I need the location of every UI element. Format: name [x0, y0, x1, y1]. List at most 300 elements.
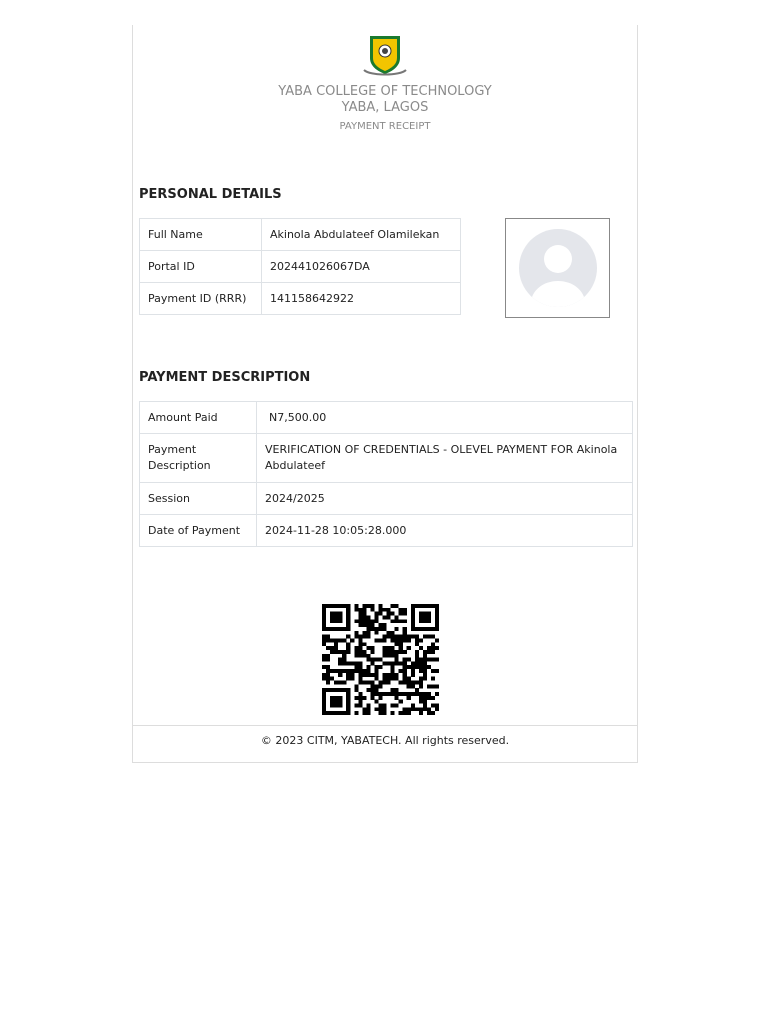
qr-module — [374, 700, 378, 704]
qr-module — [387, 612, 391, 616]
row-value: Akinola Abdulateef Olamilekan — [262, 219, 461, 251]
qr-module — [378, 692, 382, 696]
qr-module — [411, 619, 415, 623]
qr-module — [330, 700, 334, 704]
qr-module — [366, 704, 370, 708]
qr-module — [322, 642, 326, 646]
qr-module — [395, 615, 399, 619]
qr-module — [435, 707, 439, 711]
qr-module — [399, 711, 403, 715]
qr-module — [419, 646, 423, 650]
table-row — [140, 219, 461, 251]
row-value: 2024/2025 — [257, 483, 633, 515]
qr-module — [366, 688, 370, 692]
qr-module — [374, 677, 378, 681]
qr-module — [411, 665, 415, 669]
qr-module — [326, 677, 330, 681]
qr-module — [378, 704, 382, 708]
qr-module — [407, 635, 411, 639]
qr-module — [334, 696, 338, 700]
personal-details-heading: PERSONAL DETAILS — [139, 187, 282, 202]
qr-module — [419, 604, 423, 608]
qr-module — [391, 661, 395, 665]
qr-module — [435, 704, 439, 708]
qr-module — [403, 619, 407, 623]
table-row — [140, 483, 633, 515]
qr-module — [431, 684, 435, 688]
qr-module — [387, 654, 391, 658]
qr-module — [431, 658, 435, 662]
qr-module — [338, 681, 342, 685]
qr-module — [362, 711, 366, 715]
qr-module — [358, 661, 362, 665]
qr-module — [326, 654, 330, 658]
qr-module — [423, 627, 427, 631]
qr-module — [322, 604, 326, 608]
personal-details-table — [139, 218, 461, 315]
qr-module — [334, 650, 338, 654]
qr-module — [383, 608, 387, 612]
qr-module — [407, 711, 411, 715]
passport-photo — [505, 218, 610, 318]
qr-module — [362, 669, 366, 673]
qr-module — [346, 669, 350, 673]
qr-module — [415, 707, 419, 711]
qr-module — [423, 696, 427, 700]
footer-copyright: © 2023 CITM, YABATECH. All rights reserved. — [132, 725, 638, 747]
qr-module — [338, 627, 342, 631]
qr-module — [431, 650, 435, 654]
qr-module — [346, 627, 350, 631]
qr-module — [358, 700, 362, 704]
qr-module — [419, 669, 423, 673]
qr-module — [407, 665, 411, 669]
qr-module — [326, 604, 330, 608]
qr-module — [326, 711, 330, 715]
qr-module — [427, 692, 431, 696]
qr-module — [427, 612, 431, 616]
qr-module — [358, 669, 362, 673]
qr-module — [383, 681, 387, 685]
qr-module — [346, 646, 350, 650]
qr-module — [407, 692, 411, 696]
qr-module — [391, 646, 395, 650]
qr-module — [366, 615, 370, 619]
qr-module — [419, 612, 423, 616]
qr-module — [326, 627, 330, 631]
qr-module — [334, 638, 338, 642]
qr-module — [338, 638, 342, 642]
qr-module — [338, 658, 342, 662]
qr-module — [374, 669, 378, 673]
qr-module — [342, 711, 346, 715]
qr-module — [370, 661, 374, 665]
qr-module — [395, 673, 399, 677]
qr-module — [354, 650, 358, 654]
qr-module — [366, 673, 370, 677]
qr-module — [415, 638, 419, 642]
qr-module — [391, 650, 395, 654]
qr-module — [427, 635, 431, 639]
qr-module — [423, 700, 427, 704]
qr-module — [383, 638, 387, 642]
qr-module — [330, 711, 334, 715]
avatar-placeholder-icon — [506, 219, 609, 317]
qr-module — [423, 604, 427, 608]
qr-module — [387, 608, 391, 612]
qr-module — [374, 665, 378, 669]
qr-module — [330, 688, 334, 692]
qr-module — [399, 700, 403, 704]
qr-module — [374, 692, 378, 696]
qr-module — [407, 681, 411, 685]
qr-module — [391, 635, 395, 639]
qr-module — [354, 711, 358, 715]
qr-module — [338, 711, 342, 715]
qr-module — [403, 658, 407, 662]
qr-module — [358, 704, 362, 708]
qr-module — [350, 638, 354, 642]
qr-module — [378, 696, 382, 700]
qr-module — [399, 612, 403, 616]
qr-module — [423, 635, 427, 639]
row-label: Payment Description — [140, 434, 257, 483]
qr-module — [399, 608, 403, 612]
qr-module — [334, 669, 338, 673]
qr-module — [419, 707, 423, 711]
qr-module — [338, 612, 342, 616]
qr-module — [330, 650, 334, 654]
qr-module — [383, 707, 387, 711]
qr-module — [395, 635, 399, 639]
qr-module — [338, 650, 342, 654]
qr-module — [407, 696, 411, 700]
qr-module — [435, 638, 439, 642]
qr-module — [423, 692, 427, 696]
qr-module — [423, 658, 427, 662]
qr-module — [383, 677, 387, 681]
qr-module — [419, 696, 423, 700]
qr-code — [322, 604, 439, 715]
qr-module — [322, 612, 326, 616]
qr-module — [403, 673, 407, 677]
qr-module — [322, 665, 326, 669]
qr-module — [334, 619, 338, 623]
qr-module — [330, 619, 334, 623]
qr-module — [415, 692, 419, 696]
qr-module — [419, 627, 423, 631]
qr-module — [358, 612, 362, 616]
qr-module — [374, 631, 378, 635]
qr-module — [403, 692, 407, 696]
qr-module — [411, 673, 415, 677]
qr-module — [403, 612, 407, 616]
qr-module — [334, 704, 338, 708]
qr-module — [423, 615, 427, 619]
qr-module — [374, 615, 378, 619]
qr-module — [370, 692, 374, 696]
qr-module — [370, 658, 374, 662]
qr-module — [350, 673, 354, 677]
qr-module — [415, 661, 419, 665]
qr-module — [407, 638, 411, 642]
qr-module — [419, 681, 423, 685]
qr-module — [435, 646, 439, 650]
qr-module — [435, 623, 439, 627]
qr-module — [370, 627, 374, 631]
qr-module — [354, 688, 358, 692]
qr-module — [395, 677, 399, 681]
table-row — [140, 251, 461, 283]
qr-module — [431, 696, 435, 700]
qr-module — [322, 627, 326, 631]
qr-module — [326, 635, 330, 639]
qr-module — [362, 654, 366, 658]
qr-module — [383, 646, 387, 650]
qr-module — [358, 654, 362, 658]
qr-module — [415, 681, 419, 685]
qr-module — [366, 623, 370, 627]
qr-module — [338, 604, 342, 608]
qr-module — [391, 604, 395, 608]
qr-module — [378, 658, 382, 662]
qr-module — [358, 619, 362, 623]
qr-module — [362, 619, 366, 623]
qr-module — [427, 619, 431, 623]
qr-module — [338, 669, 342, 673]
qr-module — [346, 677, 350, 681]
qr-module — [378, 684, 382, 688]
qr-module — [427, 658, 431, 662]
qr-module — [346, 673, 350, 677]
qr-module — [411, 692, 415, 696]
qr-module — [338, 688, 342, 692]
qr-module — [354, 635, 358, 639]
qr-module — [383, 650, 387, 654]
qr-module — [383, 673, 387, 677]
qr-module — [334, 711, 338, 715]
qr-module — [326, 658, 330, 662]
qr-module — [366, 711, 370, 715]
qr-module — [346, 688, 350, 692]
qr-module — [415, 654, 419, 658]
qr-module — [354, 704, 358, 708]
qr-module — [423, 673, 427, 677]
qr-module — [358, 696, 362, 700]
qr-module — [358, 677, 362, 681]
qr-module — [403, 635, 407, 639]
qr-module — [399, 642, 403, 646]
qr-module — [423, 654, 427, 658]
qr-module — [322, 638, 326, 642]
qr-module — [407, 677, 411, 681]
qr-module — [354, 661, 358, 665]
qr-module — [427, 684, 431, 688]
qr-module — [326, 665, 330, 669]
qr-module — [346, 608, 350, 612]
row-label: Date of Payment — [140, 515, 257, 547]
qr-module — [346, 696, 350, 700]
qr-module — [346, 704, 350, 708]
qr-module — [330, 615, 334, 619]
qr-module — [330, 638, 334, 642]
qr-module — [419, 665, 423, 669]
qr-module — [411, 681, 415, 685]
qr-module — [423, 704, 427, 708]
qr-module — [399, 646, 403, 650]
college-crest-logo — [362, 34, 408, 80]
qr-module — [435, 619, 439, 623]
qr-module — [411, 604, 415, 608]
qr-module — [391, 665, 395, 669]
qr-module — [358, 638, 362, 642]
qr-module — [391, 619, 395, 623]
qr-module — [334, 681, 338, 685]
qr-module — [383, 627, 387, 631]
qr-module — [366, 604, 370, 608]
qr-module — [378, 604, 382, 608]
qr-module — [370, 684, 374, 688]
qr-module — [387, 631, 391, 635]
qr-module — [419, 700, 423, 704]
qr-module — [334, 604, 338, 608]
qr-module — [395, 704, 399, 708]
qr-module — [387, 615, 391, 619]
qr-module — [322, 635, 326, 639]
qr-module — [435, 615, 439, 619]
qr-module — [374, 627, 378, 631]
qr-module — [326, 688, 330, 692]
qr-module — [411, 669, 415, 673]
qr-module — [399, 692, 403, 696]
qr-module — [378, 665, 382, 669]
qr-module — [334, 700, 338, 704]
qr-module — [423, 665, 427, 669]
qr-module — [366, 658, 370, 662]
qr-module — [370, 604, 374, 608]
qr-module — [342, 661, 346, 665]
qr-module — [354, 604, 358, 608]
qr-module — [383, 661, 387, 665]
qr-module — [322, 654, 326, 658]
qr-module — [346, 707, 350, 711]
qr-module — [387, 677, 391, 681]
qr-module — [435, 604, 439, 608]
qr-module — [427, 604, 431, 608]
qr-module — [419, 638, 423, 642]
qr-module — [387, 692, 391, 696]
qr-module — [383, 623, 387, 627]
institution-name: YABA COLLEGE OF TECHNOLOGY — [278, 84, 492, 99]
qr-module — [431, 627, 435, 631]
qr-module — [395, 692, 399, 696]
row-value: 141158642922 — [262, 283, 461, 315]
qr-module — [370, 650, 374, 654]
row-label: Session — [140, 483, 257, 515]
qr-module — [370, 608, 374, 612]
qr-module — [395, 661, 399, 665]
qr-module — [395, 696, 399, 700]
qr-module — [358, 665, 362, 669]
qr-module — [346, 612, 350, 616]
qr-module — [399, 681, 403, 685]
qr-module — [346, 661, 350, 665]
qr-module — [322, 677, 326, 681]
qr-module — [391, 669, 395, 673]
qr-module — [330, 612, 334, 616]
qr-module — [427, 646, 431, 650]
qr-module — [334, 615, 338, 619]
qr-module — [411, 635, 415, 639]
qr-module — [411, 704, 415, 708]
qr-module — [423, 612, 427, 616]
payment-description-heading: PAYMENT DESCRIPTION — [139, 370, 311, 385]
qr-module — [362, 623, 366, 627]
qr-module — [391, 673, 395, 677]
qr-module — [354, 631, 358, 635]
qr-module — [395, 642, 399, 646]
qr-module — [362, 635, 366, 639]
qr-module — [370, 673, 374, 677]
qr-module — [415, 658, 419, 662]
qr-module — [415, 650, 419, 654]
qr-module — [338, 673, 342, 677]
qr-module — [322, 615, 326, 619]
qr-module — [342, 638, 346, 642]
qr-module — [399, 669, 403, 673]
qr-module — [391, 688, 395, 692]
qr-module — [358, 646, 362, 650]
qr-module — [346, 692, 350, 696]
qr-module — [354, 608, 358, 612]
qr-module — [411, 615, 415, 619]
qr-module — [431, 711, 435, 715]
payment-details-table — [139, 401, 633, 547]
qr-module — [338, 661, 342, 665]
qr-module — [342, 650, 346, 654]
document-title: PAYMENT RECEIPT — [339, 121, 431, 132]
qr-module — [366, 665, 370, 669]
qr-module — [391, 638, 395, 642]
qr-module — [322, 688, 326, 692]
qr-module — [435, 612, 439, 616]
qr-module — [322, 704, 326, 708]
qr-module — [346, 635, 350, 639]
qr-module — [431, 677, 435, 681]
qr-module — [407, 646, 411, 650]
qr-module — [326, 669, 330, 673]
qr-module — [387, 635, 391, 639]
qr-module — [411, 661, 415, 665]
qr-module — [435, 692, 439, 696]
qr-module — [334, 627, 338, 631]
qr-module — [423, 661, 427, 665]
qr-module — [350, 661, 354, 665]
qr-module — [391, 631, 395, 635]
row-value: VERIFICATION OF CREDENTIALS - OLEVEL PAYMENT FOR Akinola Abdulateef — [257, 434, 633, 483]
qr-module — [378, 608, 382, 612]
qr-module — [391, 677, 395, 681]
qr-module — [342, 688, 346, 692]
qr-module — [378, 681, 382, 685]
qr-module — [346, 623, 350, 627]
qr-module — [419, 661, 423, 665]
qr-module — [403, 650, 407, 654]
qr-module — [395, 638, 399, 642]
qr-module — [354, 646, 358, 650]
qr-module — [383, 711, 387, 715]
qr-module — [358, 642, 362, 646]
